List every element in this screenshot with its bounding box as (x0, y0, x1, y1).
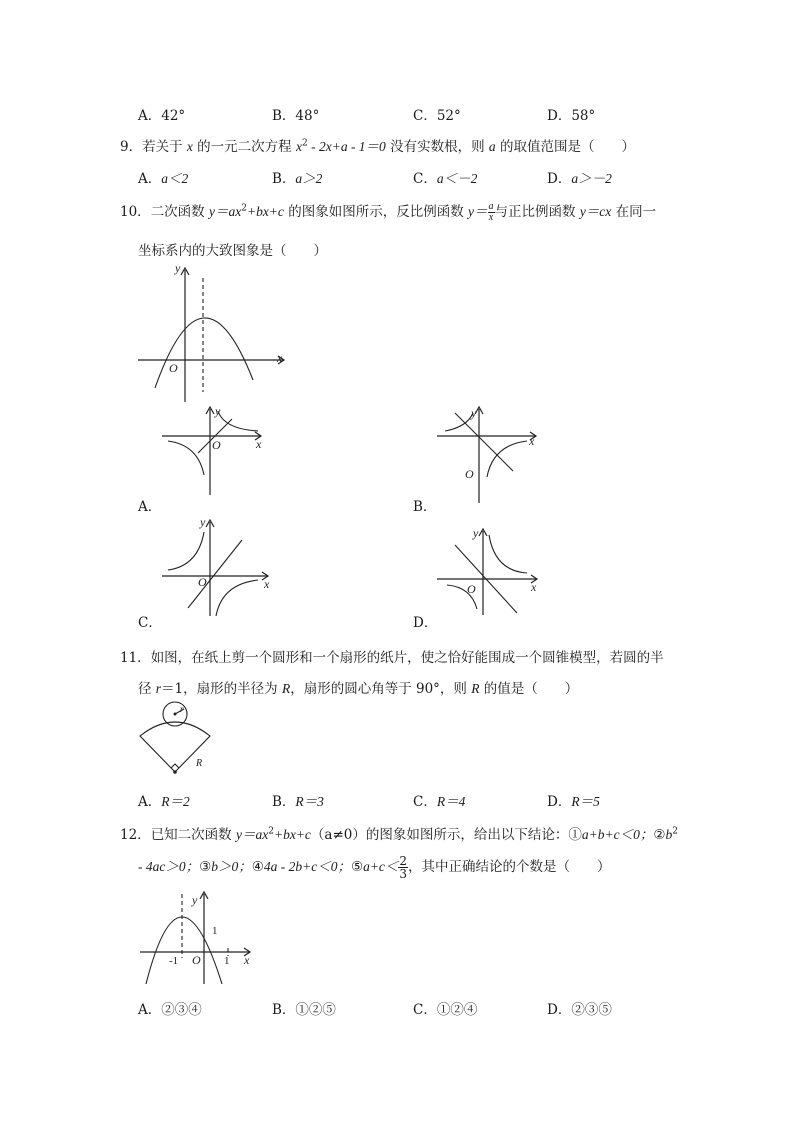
svg-text:O: O (465, 467, 474, 481)
hyperbola-branch-1 (489, 535, 527, 573)
parabola-curve (146, 917, 222, 984)
q9-stem: 9．若关于 x 的一元二次方程 $x^2 - 2x+a - 1=0$ 没有实数根，则 a 的取值范围是（ ） (120, 138, 635, 155)
q12-stem-line1: 12．已知二次函数 $y=ax^2+bx+c(a\ne 0)$的图象如图所示，给出以下结论：①a+b+c＜0；$②b^2$ (120, 826, 678, 843)
svg-text:R: R (196, 758, 203, 769)
q10-parabola-graph (135, 260, 295, 405)
q11-option-d[interactable]: D．R＝5 (547, 794, 600, 810)
q11-option-b[interactable]: B．R＝3 (272, 794, 324, 810)
q11-cone-figure (138, 700, 220, 780)
q12-option-d[interactable]: D．②③⑤ (547, 1002, 612, 1018)
q8-option-b[interactable]: B．48° (272, 108, 320, 124)
svg-text:O: O (212, 438, 221, 452)
linear-function (188, 540, 242, 608)
hyperbola-branch-1 (445, 413, 473, 431)
q11-stem-line2: 径 r＝1，扇形的半径为 R，扇形的圆心角等于 90°，则 R 的值是（ ） (138, 681, 579, 697)
hyperbola-branch-1 (218, 411, 258, 431)
q10-stem-line2: 坐标系内的大致图象是（ ） (138, 243, 327, 259)
svg-text:x: x (531, 580, 537, 594)
svg-text:O: O (192, 953, 201, 967)
q12-parabola-graph (138, 888, 256, 988)
q10-stem-line1: 10．二次函数 $y=ax^2+bx+c$ 的图象如图所示，反比例函数 y＝ $\frac{a}{x}$ 与正比例函数 y＝cx 在同一 (120, 201, 657, 223)
svg-text:1: 1 (212, 925, 218, 937)
parabola-curve (155, 318, 253, 388)
q9-option-c[interactable]: C．a＜－2 (413, 171, 478, 187)
q12-stem-line2: - 4ac＞0；③b＞0；④4a - 2b+c＜0；⑤a+c＜ $\frac{2}{3}$ ，其中正确结论的个数是（ ） (138, 854, 611, 881)
q12-fraction: $\frac{2}{3}$ (399, 854, 408, 881)
svg-text:O: O (467, 582, 476, 596)
hyperbola-branch-1 (168, 532, 204, 570)
svg-text:x: x (244, 953, 250, 967)
right-angle-mark (171, 764, 179, 768)
sector-center (173, 770, 177, 774)
svg-text:O: O (198, 575, 207, 589)
q10-option-d[interactable]: D． (413, 615, 438, 631)
q8-option-a[interactable]: A．42° (138, 108, 186, 124)
svg-text:x: x (529, 434, 535, 448)
q10-option-b[interactable]: B． (413, 499, 437, 515)
q12-option-a[interactable]: A．②③④ (138, 1002, 202, 1018)
svg-text:y: y (215, 404, 221, 418)
q10-option-a-graph (160, 405, 270, 497)
y-label: y (175, 261, 181, 275)
q10-option-d-graph (435, 525, 547, 617)
hyperbola-branch-2 (168, 441, 204, 475)
svg-text:-1: -1 (169, 955, 179, 967)
q10-option-b-graph (435, 405, 545, 505)
svg-text:r: r (180, 704, 184, 714)
svg-text:y: y (200, 515, 206, 529)
svg-text:x: x (264, 577, 270, 591)
q9-option-d[interactable]: D．a＞－2 (547, 171, 612, 187)
svg-text:y: y (192, 893, 198, 907)
q10-option-c-graph (160, 515, 272, 618)
svg-text:y: y (473, 526, 479, 540)
q10-option-a[interactable]: A． (138, 499, 162, 515)
q8-option-c[interactable]: C．52° (413, 108, 461, 124)
q12-option-c[interactable]: C．①②④ (413, 1002, 478, 1018)
q10-fraction: $\frac{a}{x}$ (488, 201, 494, 223)
q9-option-b[interactable]: B．a＞2 (272, 171, 323, 187)
q10-option-c[interactable]: C． (138, 615, 162, 631)
svg-text:1: 1 (224, 955, 230, 967)
svg-text:y: y (471, 406, 477, 420)
hyperbola-branch-2 (487, 441, 527, 477)
q11-stem-line1: 11．如图，在纸上剪一个圆形和一个扇形的纸片，使之恰好能围成一个圆锥模型，若圆的半 (120, 650, 664, 666)
linear-function (455, 413, 513, 471)
q11-option-a[interactable]: A．R＝2 (138, 794, 190, 810)
hyperbola-branch-2 (216, 580, 258, 616)
origin-label: O (169, 361, 178, 375)
x-label: x (277, 351, 283, 365)
svg-text:x: x (256, 437, 262, 451)
q12-option-b[interactable]: B．①②⑤ (272, 1002, 336, 1018)
q11-option-c[interactable]: C．R＝4 (413, 794, 466, 810)
q8-option-d[interactable]: D．58° (547, 108, 596, 124)
q9-option-a[interactable]: A．a＜2 (138, 171, 189, 187)
